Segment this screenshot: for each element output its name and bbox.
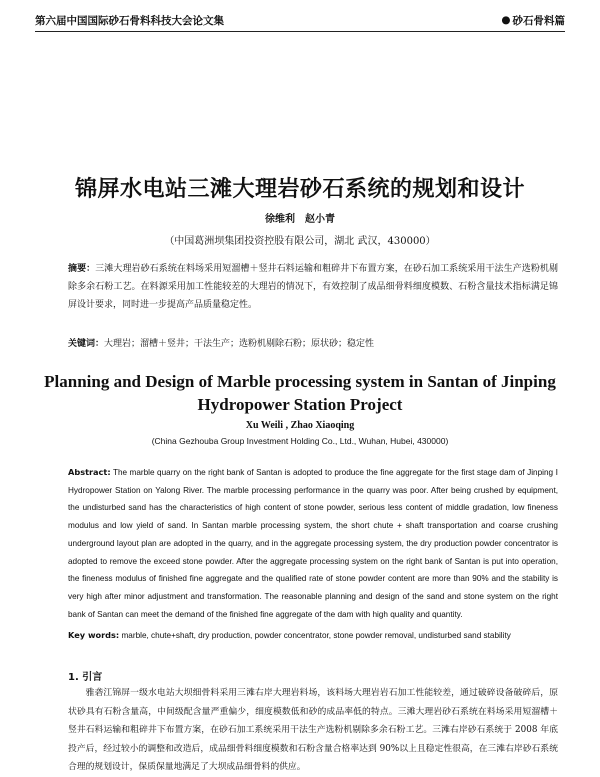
english-keywords-label: Key words: bbox=[68, 630, 120, 640]
chinese-abstract-label: 摘要： bbox=[68, 264, 96, 274]
header-section-name: 砂石骨料篇 bbox=[512, 14, 565, 27]
section-heading-introduction: 1. 引言 bbox=[68, 672, 103, 683]
chinese-abstract-text: 三滩大理岩砂石系统在料场采用短溜槽＋竖井石料运输和粗碎井下布置方案，在砂石加工系统采用干法生产选粉机剔除多余石粉工艺。在料源采用加工性能较差的大理岩的情况下，有效控制了成品细骨料细度模数、石粉含量技术指标满足锦屏设计要求，同时进一步提高产品质量稳定性。 bbox=[68, 264, 558, 310]
english-keywords-text: marble, chute+shaft, dry production, powder concentrator, stone powder removal, undisturbed sand stability bbox=[121, 631, 511, 640]
header-proceedings-title: 第六届中国国际砂石骨料科技大会论文集 bbox=[35, 14, 224, 27]
bullet-icon: ● bbox=[501, 14, 511, 26]
chinese-abstract bbox=[68, 260, 558, 314]
english-title: Planning and Design of Marble processing system in Santan of Jinping Hydropower Station Project bbox=[44, 372, 556, 414]
chinese-authors: 徐维利 赵小青 bbox=[265, 214, 335, 225]
chinese-affiliation: （中国葛洲坝集团投资控股有限公司，湖北 武汉，430000） bbox=[164, 236, 436, 247]
header-section bbox=[501, 13, 565, 28]
running-header bbox=[35, 10, 565, 30]
chinese-keywords-text: 大理岩；溜槽＋竖井；干法生产；选粉机剔除石粉；原状砂；稳定性 bbox=[104, 339, 375, 349]
section-body-introduction: 雅砻江锦屏一级水电站大坝细骨料采用三滩右岸大理岩料场，该料场大理岩岩石加工性能较差，通过破碎设备破碎后，原状砂具有石粉含量高，中间级配含量严重偏少，细度模数低和砂的成品率低的特点。三滩大理岩砂石系统在料场采用短溜槽＋竖井石料运输和粗碎井下布置方案，在砂石加工系统采用干法生产选粉机剔除多余石粉工艺。三滩右岸砂石系统于 2008 年底投产后，经过较小的调整和改造后，成品细骨料细度模数和石粉含量合格率达到 90%以上且稳定性很高，在三滩右岸砂石系统合理的规划设计，保质保量地满足了大坝成品细骨料的供应。 bbox=[68, 688, 558, 772]
header-rule bbox=[35, 31, 565, 32]
chinese-keywords-label: 关键词： bbox=[68, 339, 105, 349]
english-authors: Xu Weili , Zhao Xiaoqing bbox=[245, 420, 355, 431]
chinese-title: 锦屏水电站三滩大理岩砂石系统的规划和设计 bbox=[74, 177, 525, 202]
english-abstract-text: The marble quarry on the right bank of Santan is adopted to produce the fine aggregate for the first stage dam of Jinping Ⅰ Hydropower Station on Yalong River. The marble processing performance in the quarry was poor. After being crushed by equipment, the undisturbed sand has the characteristics of high content of stone powder, serious less content of middle gradation, low fineness modulus and low yield of sand. In Santan marble processing system, the short chute + shaft transportation and coarse crushing underground layout plan are adopted in the quarry, and in the aggregate processing system, the dry production powder concentrator is adopted to remove the exceed stone powder. After the aggregate processing system on the right bank of Santan is put into operation, the fineness modulus of finished fine aggregate and the qualified rate of stone powder content are more than 90% and the stability is very high after minor adjustment and transformation. The reasonable planning and design of the sand and stone system on the right bank of Santan can meet the demand of the finished fine aggregate of the dam with high quality and quantity. bbox=[68, 468, 558, 619]
chinese-keywords bbox=[68, 336, 558, 352]
english-affiliation: (China Gezhouba Group Investment Holding Co., Ltd., Wuhan, Hubei, 430000) bbox=[151, 436, 449, 446]
english-abstract bbox=[68, 464, 558, 623]
english-abstract-label: Abstract: bbox=[68, 467, 111, 477]
english-keywords bbox=[68, 629, 558, 642]
